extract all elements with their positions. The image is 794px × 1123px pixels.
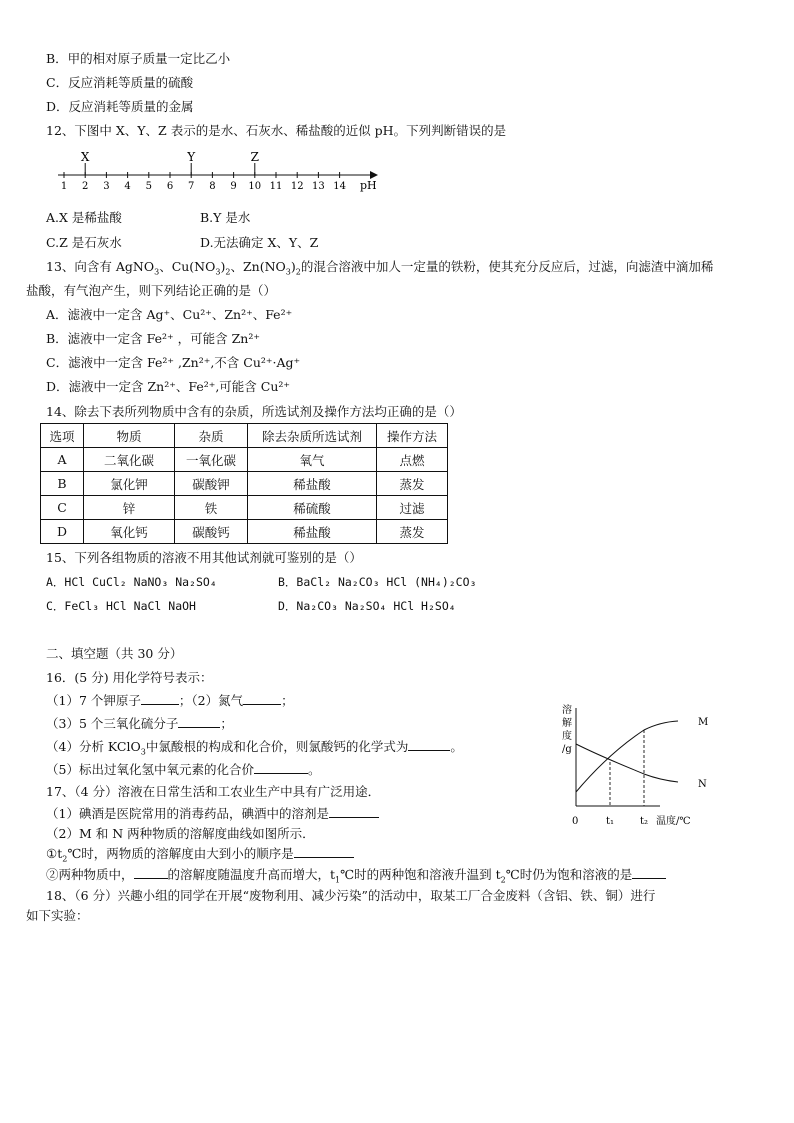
q17-part-2: （2）M 和 N 两种物质的溶解度曲线如图所示． bbox=[46, 826, 315, 841]
solubility-curve-chart bbox=[560, 700, 710, 830]
table-row bbox=[41, 472, 448, 496]
answer-blank[interactable] bbox=[294, 845, 354, 858]
table-row bbox=[41, 448, 448, 472]
answer-blank[interactable] bbox=[632, 866, 666, 879]
header-cell: 杂质 bbox=[175, 424, 248, 448]
ph-tick-label: 8 bbox=[209, 181, 216, 192]
q14-table bbox=[40, 423, 448, 544]
table-cell: 稀盐酸 bbox=[248, 520, 377, 544]
q17-sub-2: ②两种物质中， 的溶解度随温度升高而增大，$t_1℃$时的两种饱和溶液升温到 $t_2℃$时仍为饱和溶液的是 bbox=[46, 866, 666, 883]
curve-n-label: N bbox=[698, 779, 707, 790]
table-cell: 锌 bbox=[84, 496, 175, 520]
q15-option-d: D．Na₂CO₃ Na₂SO₄ HCl H₂SO₄ bbox=[278, 599, 456, 613]
header-cell: 除去杂质所选试剂 bbox=[248, 424, 377, 448]
q13-stem: 13、向含有 AgNO$_3$、$Cu(NO_3)_2$、$Zn(NO_3)_2$的混合溶液中加人一定量的铁粉，使其充分反应后，过滤，向滤渣中滴加稀 bbox=[46, 259, 714, 277]
ph-tick-label: 12 bbox=[290, 181, 304, 192]
table-cell: B bbox=[41, 472, 84, 496]
ph-tick-label: 14 bbox=[333, 181, 346, 192]
table-cell: 碳酸钾 bbox=[175, 472, 248, 496]
table-header-row bbox=[41, 424, 448, 448]
ph-tick-label: 10 bbox=[248, 181, 262, 192]
q16-item-4: （4）分析 KClO$_3$中氯酸根的构成和化合价，则氯酸钙的化学式为 。 bbox=[46, 739, 463, 757]
answer-blank[interactable] bbox=[329, 805, 379, 818]
y-axis-label-char: /g bbox=[562, 744, 572, 755]
header-cell: 选项 bbox=[41, 424, 84, 448]
q13-option-d: D．滤液中一定含 Zn²⁺、Fe²⁺,可能含 Cu²⁺ bbox=[46, 379, 291, 394]
answer-blank[interactable] bbox=[134, 866, 168, 879]
header-cell: 物质 bbox=[84, 424, 175, 448]
ph-tick-label: 2 bbox=[82, 181, 89, 192]
table-cell: 稀盐酸 bbox=[248, 472, 377, 496]
q12-option-d: D.无法确定 X、Y、Z bbox=[200, 235, 319, 250]
table-cell: 氯化钾 bbox=[84, 472, 175, 496]
answer-blank[interactable] bbox=[141, 692, 179, 705]
table-cell: 过滤 bbox=[377, 496, 448, 520]
q16-item-5: （5）标出过氧化氢中氧元素的化合价 。 bbox=[46, 762, 321, 777]
curve-m-label: M bbox=[698, 717, 709, 728]
q12-option-b: B.Y 是水 bbox=[200, 210, 251, 225]
ph-unit-label: pH bbox=[360, 179, 377, 192]
q15-option-a: A．HCl CuCl₂ NaNO₃ Na₂SO₄ bbox=[46, 575, 217, 589]
table-cell: 铁 bbox=[175, 496, 248, 520]
curve-m bbox=[576, 721, 678, 792]
ph-tick-label: 3 bbox=[103, 181, 110, 192]
q15-option-c: C．FeCl₃ HCl NaCl NaOH bbox=[46, 599, 196, 613]
table-row bbox=[41, 520, 448, 544]
y-axis-label-char: 溶 bbox=[562, 705, 572, 716]
answer-blank[interactable] bbox=[178, 715, 220, 728]
y-axis-label-char: 解 bbox=[562, 718, 572, 729]
t1-label: t₁ bbox=[606, 816, 615, 827]
table-cell: 氧化钙 bbox=[84, 520, 175, 544]
q17-sub-1: $①t_2℃$时，两物质的溶解度由大到小的顺序是 bbox=[46, 845, 354, 862]
q15-stem: 15、下列各组物质的溶液不用其他试剂就可鉴别的是（） bbox=[46, 550, 362, 565]
q17-stem: 17、（4 分）溶液在日常生活和工农业生产中具有广泛用途． bbox=[46, 784, 381, 799]
q18-stem-line2: 如下实验： bbox=[26, 908, 89, 923]
table-cell: 二氧化碳 bbox=[84, 448, 175, 472]
q13-option-b: B．滤液中一定含 Fe²⁺ ，可能含 Zn²⁺ bbox=[46, 331, 260, 346]
section-title: 二、填空题（共 30 分） bbox=[46, 646, 183, 661]
q11-option-d: D．反应消耗等质量的金属 bbox=[46, 99, 194, 114]
q16-item-3: （3）5 个三氧化硫分子 ； bbox=[46, 716, 233, 731]
q12-stem: 12、下图中 X、Y、Z 表示的是水、石灰水、稀盐酸的近似 pH。下列判断错误的是 bbox=[46, 123, 507, 138]
curve-n bbox=[576, 744, 678, 782]
q13-option-c: C．滤液中一定含 Fe²⁺ ,Zn²⁺,不含 Cu²⁺·Ag⁺ bbox=[46, 355, 301, 370]
table-cell: 碳酸钙 bbox=[175, 520, 248, 544]
ph-tick-label: 7 bbox=[188, 181, 195, 192]
origin-label: 0 bbox=[572, 816, 579, 827]
x-axis-label: 温度/℃ bbox=[656, 816, 691, 827]
q12-option-a: A.X 是稀盐酸 bbox=[46, 210, 122, 225]
answer-blank[interactable] bbox=[243, 692, 281, 705]
table-cell: 一氧化碳 bbox=[175, 448, 248, 472]
q11-option-b: B．甲的相对原子质量一定比乙小 bbox=[46, 51, 231, 66]
table-cell: A bbox=[41, 448, 84, 472]
t2-label: t₂ bbox=[640, 816, 649, 827]
table-cell: 氧气 bbox=[248, 448, 377, 472]
q14-stem: 14、除去下表所列物质中含有的杂质，所选试剂及操作方法均正确的是（） bbox=[46, 404, 462, 419]
ph-scale-diagram bbox=[52, 150, 382, 194]
table-cell: 蒸发 bbox=[377, 520, 448, 544]
y-axis-label-char: 度 bbox=[562, 731, 572, 742]
q13-stem-line2: 盐酸，有气泡产生，则下列结论正确的是（） bbox=[26, 283, 277, 298]
table-cell: 蒸发 bbox=[377, 472, 448, 496]
q18-stem: 18、（6 分）兴趣小组的同学在开展“废物利用、减少污染”的活动中，取某工厂合金废料（含铝、铁、铜）进行 bbox=[46, 888, 656, 903]
q17-part-1: （1）碘酒是医院常用的消毒药品，碘酒中的溶剂是 bbox=[46, 805, 379, 822]
ph-scale-arrowhead bbox=[370, 171, 378, 179]
ph-marker-label: Z bbox=[250, 150, 259, 164]
ph-tick-label: 4 bbox=[124, 181, 131, 192]
header-cell: 操作方法 bbox=[377, 424, 448, 448]
ph-tick-label: 13 bbox=[312, 181, 325, 192]
q16-item-1-2: （1）7 个钾原子 ；（2）氮气 ； bbox=[46, 693, 294, 708]
ph-tick-label: 5 bbox=[145, 181, 152, 192]
ph-marker-label: X bbox=[80, 150, 90, 164]
q15-option-b: B．BaCl₂ Na₂CO₃ HCl (NH₄)₂CO₃ bbox=[278, 575, 477, 589]
ph-tick-label: 1 bbox=[60, 181, 68, 192]
q11-option-c: C．反应消耗等质量的硫酸 bbox=[46, 75, 194, 90]
ph-tick-label: 9 bbox=[230, 181, 237, 192]
answer-blank[interactable] bbox=[254, 761, 308, 774]
q12-option-c: C.Z 是石灰水 bbox=[46, 235, 122, 250]
q13-option-a: A．滤液中一定含 Ag⁺、Cu²⁺、Zn²⁺、Fe²⁺ bbox=[46, 307, 293, 322]
table-row bbox=[41, 496, 448, 520]
ph-tick-label: 11 bbox=[269, 181, 283, 192]
table-cell: C bbox=[41, 496, 84, 520]
q16-stem: 16．(5 分) 用化学符号表示： bbox=[46, 670, 213, 685]
table-cell: 稀硫酸 bbox=[248, 496, 377, 520]
table-cell: 点燃 bbox=[377, 448, 448, 472]
ph-marker-label: Y bbox=[187, 150, 196, 164]
ph-tick-label: 6 bbox=[166, 181, 174, 192]
answer-blank[interactable] bbox=[408, 738, 450, 751]
table-cell: D bbox=[41, 520, 84, 544]
